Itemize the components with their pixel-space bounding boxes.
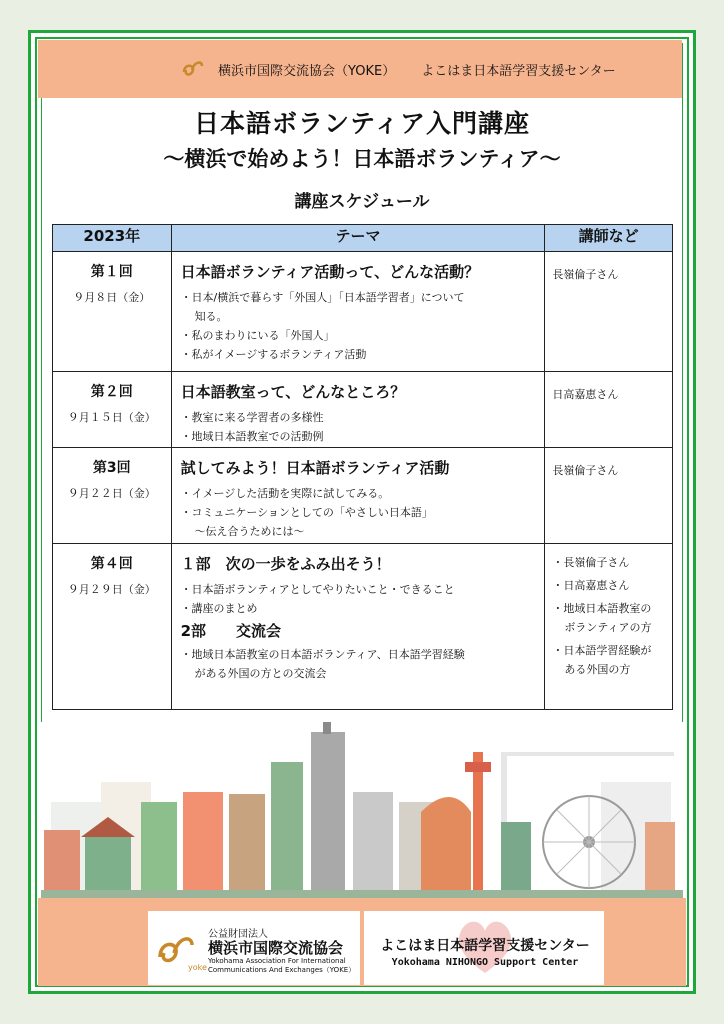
header-center-name: よこはま日本語学習支援センター xyxy=(421,63,616,79)
table-row xyxy=(53,252,673,372)
page-subtitle: ～横浜で始めよう！日本語ボランティア～ xyxy=(163,147,561,171)
session-date: ９月８日（金） xyxy=(73,291,151,304)
footer-org-name: 横浜市国際交流協会 xyxy=(208,939,344,957)
session-number: 第２回 xyxy=(90,384,133,400)
footer-org-english-1: Yokohama Association For International xyxy=(208,957,346,965)
session-date: ９月２９日（金） xyxy=(67,583,156,596)
instructor-name: ・日本語学習経験が xyxy=(552,644,652,657)
session-theme: 日本語教室って、どんなところ？ xyxy=(180,383,406,401)
session-bullet: ・私がイメージするボランティア活動 xyxy=(180,348,367,361)
table-row xyxy=(53,372,673,448)
session-bullet: ・イメージした活動を実際に試してみる。 xyxy=(180,487,390,500)
session-theme-part2: 2部 交流会 xyxy=(180,622,282,640)
city-skyline-illustration xyxy=(41,722,683,902)
session-bullet: 知る。 xyxy=(194,310,228,323)
header-year: 2023年 xyxy=(53,225,172,252)
schedule-heading: 講座スケジュール xyxy=(294,192,430,212)
instructor-name: ある外国の方 xyxy=(564,663,631,676)
footer-yoke-logo-block xyxy=(148,911,360,985)
session-bullet: ・日本/横浜で暮らす「外国人」「日本語学習者」について xyxy=(180,291,465,304)
instructor-name: ・日高嘉恵さん xyxy=(552,579,630,592)
header-instructor: 講師など xyxy=(545,225,673,252)
schedule-table xyxy=(52,224,673,710)
instructor-name: ボランティアの方 xyxy=(564,621,652,634)
footer-center-english: Yokohama NIHONGO Support Center xyxy=(391,957,579,968)
instructor-name: ・長嶺倫子さん xyxy=(552,556,630,569)
session-bullet: ～伝え合うためには～ xyxy=(194,525,305,538)
session-number: 第3回 xyxy=(92,460,131,476)
session-theme: 日本語ボランティア活動って、どんな活動？ xyxy=(180,263,480,281)
instructor-name: 長嶺倫子さん xyxy=(552,464,619,477)
session-date: ９月２２日（金） xyxy=(67,487,156,500)
header-theme: テーマ xyxy=(171,225,545,252)
session-bullet: ・私のまわりにいる「外国人」 xyxy=(180,329,335,342)
instructor-name: 長嶺倫子さん xyxy=(552,268,619,281)
session-bullet: ・地域日本語教室の日本語ボランティア、日本語学習経験 xyxy=(180,648,465,661)
session-bullet: ・日本語ボランティアとしてやりたいこと・できること xyxy=(180,583,455,596)
footer-center-logo-block xyxy=(364,911,604,985)
table-row xyxy=(53,448,673,544)
footer-org-type: 公益財団法人 xyxy=(208,929,268,940)
instructor-name: ・地域日本語教室の xyxy=(552,602,652,615)
session-theme: １部 次の一歩をふみ出そう！ xyxy=(180,555,391,573)
session-number: 第４回 xyxy=(90,556,133,572)
session-bullet: ・地域日本語教室での活動例 xyxy=(180,430,324,443)
session-bullet: がある外国の方との交流会 xyxy=(194,667,327,680)
session-bullet: ・コミュニケーションとしての「やさしい日本語」 xyxy=(180,506,433,519)
session-bullet: ・講座のまとめ xyxy=(180,602,258,615)
footer-center-name: よこはま日本語学習支援センター xyxy=(380,938,590,954)
page-title: 日本語ボランティア入門講座 xyxy=(193,109,530,138)
session-number: 第１回 xyxy=(90,264,133,280)
table-row xyxy=(53,544,673,710)
session-date: ９月１５日（金） xyxy=(67,411,156,424)
header-bar xyxy=(38,40,682,98)
session-bullet: ・教室に来る学習者の多様性 xyxy=(180,411,324,424)
yoke-logo-text: yoke xyxy=(188,963,207,972)
session-theme: 試してみよう！日本語ボランティア活動 xyxy=(180,459,450,477)
yoke-logo-icon xyxy=(180,56,206,82)
table-header-row xyxy=(53,225,673,252)
footer-org-english-2: Communications And Exchanges（YOKE） xyxy=(208,966,356,974)
instructor-name: 日高嘉恵さん xyxy=(552,388,619,401)
header-org-name: 横浜市国際交流協会（YOKE） xyxy=(218,63,396,79)
